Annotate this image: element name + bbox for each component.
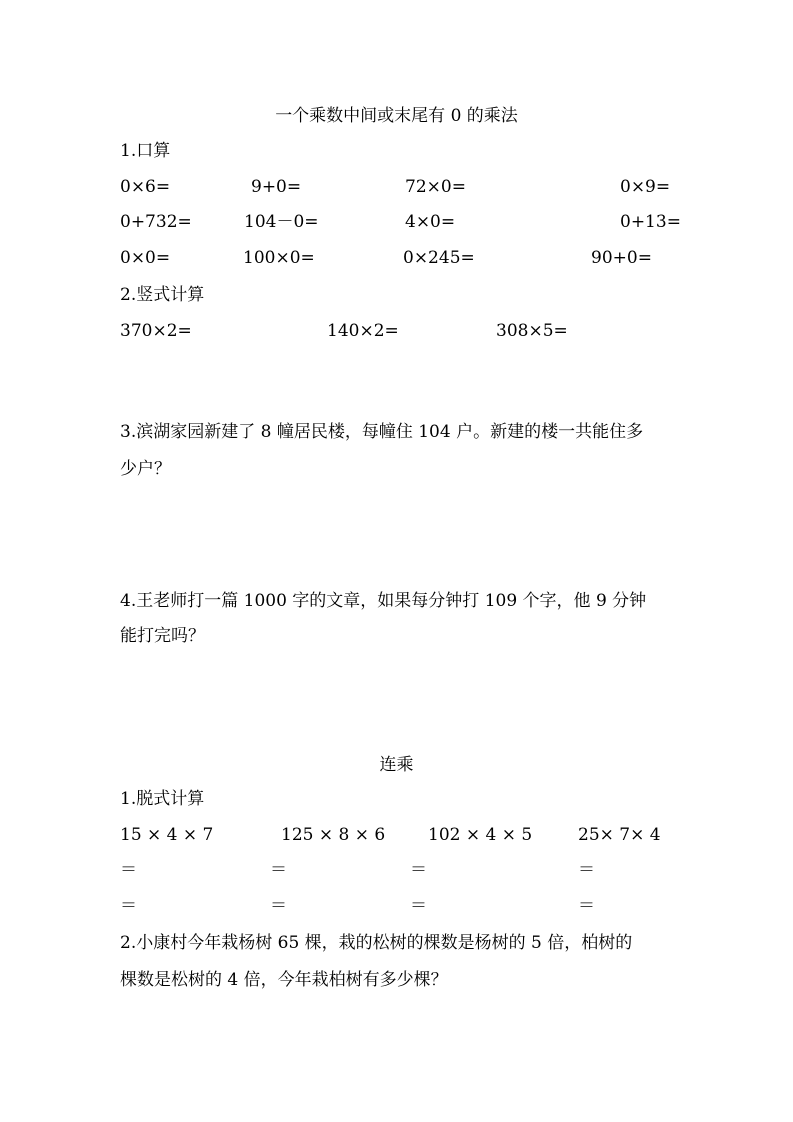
equals-sign: ＝ <box>270 860 287 880</box>
stepwise-expression: 15 × 4 × 7 <box>120 825 214 845</box>
stepwise-calc-label: 1.脱式计算 <box>120 789 205 809</box>
equals-sign: ＝ <box>410 860 427 880</box>
equals-sign: ＝ <box>578 860 595 880</box>
equals-sign: ＝ <box>578 896 595 916</box>
oral-calc-item: 0×9= <box>620 177 671 197</box>
word-problem-4-line2: 能打完吗？ <box>120 626 205 646</box>
oral-calc-item: 0×245= <box>403 248 475 268</box>
word-problem-3-line1: 3.滨湖家园新建了 8 幢居民楼，每幢住 104 户。新建的楼一共能住多 <box>120 422 644 442</box>
vertical-calc-item: 308×5= <box>496 321 568 341</box>
word-problem-4-line1: 4.王老师打一篇 1000 字的文章，如果每分钟打 109 个字，他 9 分钟 <box>120 591 647 611</box>
oral-calc-item: 72×0= <box>405 177 466 197</box>
equals-sign: ＝ <box>270 896 287 916</box>
vertical-calc-label: 2.竖式计算 <box>120 285 205 305</box>
oral-calc-item: 100×0= <box>243 248 315 268</box>
equals-sign: ＝ <box>120 896 137 916</box>
oral-calc-item: 0+13= <box>620 212 681 232</box>
stepwise-expression: 125 × 8 × 6 <box>281 825 386 845</box>
section1-title: 一个乘数中间或末尾有 0 的乘法 <box>275 106 518 126</box>
word-problem-3-line2: 少户？ <box>120 459 171 479</box>
oral-calc-item: 104－0= <box>244 212 319 232</box>
section2-title: 连乘 <box>379 755 414 775</box>
oral-calc-label: 1.口算 <box>120 141 171 161</box>
oral-calc-item: 0×6= <box>120 177 171 197</box>
equals-sign: ＝ <box>120 860 137 880</box>
vertical-calc-item: 140×2= <box>327 321 399 341</box>
stepwise-expression: 102 × 4 × 5 <box>428 825 533 845</box>
oral-calc-item: 0+732= <box>120 212 192 232</box>
oral-calc-item: 90+0= <box>591 248 652 268</box>
equals-sign: ＝ <box>410 896 427 916</box>
stepwise-expression: 25× 7× 4 <box>578 825 661 845</box>
oral-calc-item: 9+0= <box>251 177 302 197</box>
oral-calc-item: 0×0= <box>120 248 171 268</box>
word-problem-2-line1: 2.小康村今年栽杨树 65 棵，栽的松树的棵数是杨树的 5 倍，柏树的 <box>120 933 633 953</box>
vertical-calc-item: 370×2= <box>120 321 192 341</box>
word-problem-2-line2: 棵数是松树的 4 倍，今年栽柏树有多少棵？ <box>120 970 448 990</box>
oral-calc-item: 4×0= <box>405 212 456 232</box>
